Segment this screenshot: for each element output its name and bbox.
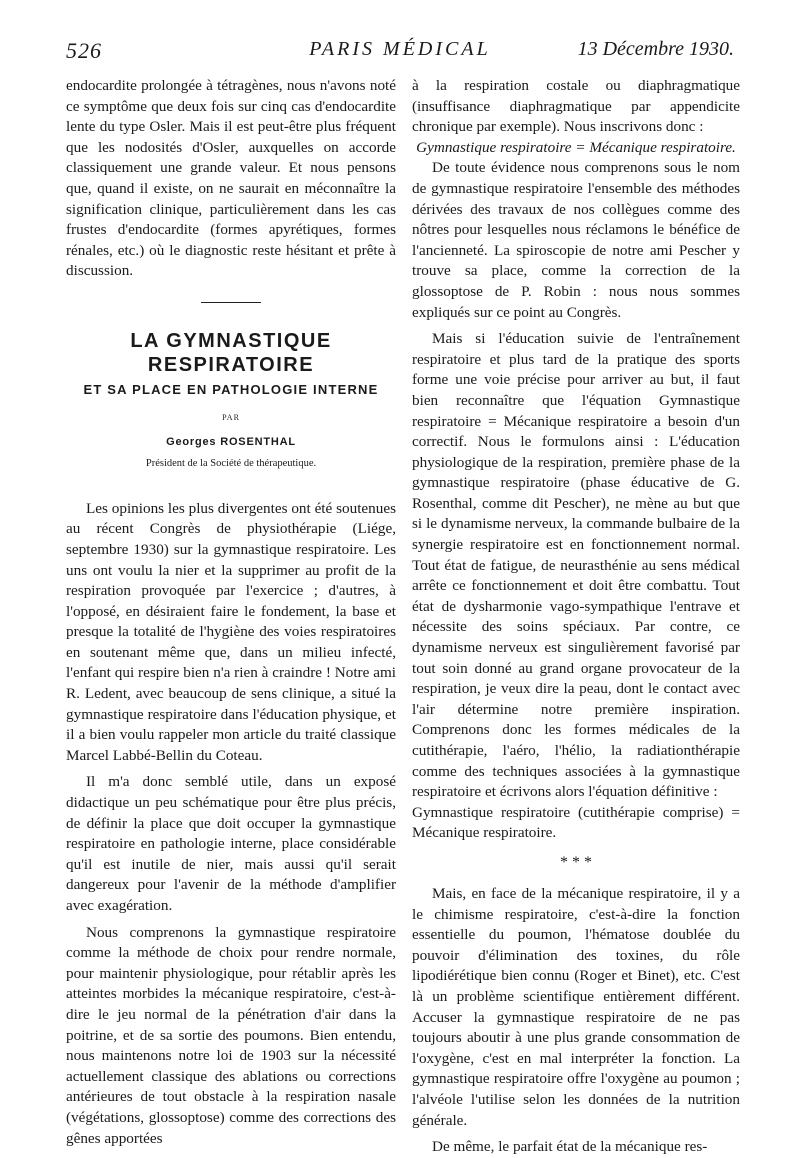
- journal-title: PARIS MÉDICAL: [309, 38, 491, 60]
- paragraph: De toute évidence nous comprenons sous le nom de gymnastique respiratoire l'ensemble des méthodes dérivées des travaux de nos collègues comme des nôtres pour lesquelles nous réclamons le bénéfice de l'ancienneté. La spiroscopie de notre ami Pescher y trouve sa place, comme la correction de la glossoptose de P. Robin : nous nous sommes expliqués sur ce point au Congrès.: [412, 159, 740, 321]
- section-divider: [201, 302, 261, 303]
- equation: Gymnastique respiratoire = Mécanique respiratoire.: [416, 138, 736, 156]
- left-column: [66, 76, 396, 1149]
- paragraph: à la respiration costale ou diaphragmatique (insuffisance diaphragmatique par appendicite chronique par exemple). Nous inscrivons donc :: [412, 77, 740, 136]
- page-number: 526: [66, 38, 102, 63]
- equation: Gymnastique respiratoire (cutithérapie comprise) = Mécanique respiratoire.: [412, 803, 740, 842]
- paragraph: Mais si l'éducation suivie de l'entraînement respiratoire et plus tard de la pratique des sports forme une voie précise pour arriver au but, il faut bien reconnaître que l'équation Gymnastique respiratoire = Mécanique respiratoire a besoin d'un correctif. Nous le formulons ainsi : L'éducation physiologique de la respiration, première phase de la gymnastique respiratoire (phase éducative de G. Rosenthal, comme dit Pescher), ne mène au but que si le dynamisme nerveux, la commande bulbaire de la synergie respiratoire est en fonctionnement normal. Tout état de fatigue, de neurasthénie au sens médical arrête ce fonctionnement et doit être combattu. Tout état de dysharmonie vago-sympathique l'entrave et nécessite des soins spéciaux. Par contre, ce dynamisme nerveux est singulièrement favorisé par tout soin donné au grand organe provocateur de la respiration, je veux dire la peau, dont le contact avec l'air détermine notre première inspiration. Comprenons donc les formes médicales de la cutithérapie, l'aéro, l'hélio, la radiationthérapie comme des techniques associées à la gymnastique respiratoire et écrivons alors l'équation définitive :: [412, 330, 740, 801]
- author-name: Georges ROSENTHAL: [166, 435, 296, 448]
- article-subtitle: ET SA PLACE EN PATHOLOGIE INTERNE: [83, 381, 379, 397]
- paragraph: Mais, en face de la mécanique respiratoire, il y a le chimisme respiratoire, c'est-à-dire la fonction essentielle du poumon, l'hématose doublée du pouvoir d'élimination des toxines, du rôle lipodiérétique bien connu (Roger et Binet), etc. C'est là un problème scientifique entièrement différent. Accuser la gymnastique respiratoire de ne pas toujours aboutir à une plus grande consommation de l'oxygène, c'est en mal interpréter la fonction. La gymnastique respiratoire offre l'oxygène au poumon ; l'alvéole l'utilise selon les données de la nutrition générale.: [412, 884, 740, 1129]
- byline-par: PAR: [222, 412, 240, 422]
- paragraph: Il m'a donc semblé utile, dans un exposé didactique un peu schématique pour être plus précis, de définir la place que doit occuper la gymnastique respiratoire en pathologie interne, place considérable qu'il est inutile de nier, mais aussi qu'il serait dangereux pour l'avenir de la méthode d'amplifier avec exagération.: [66, 773, 396, 914]
- issue-date: 13 Décembre 1930.: [577, 38, 734, 60]
- paragraph: endocardite prolongée à tétragènes, nous n'avons noté ce symptôme que deux fois sur cinq cas d'endocardite lente du type Osler. Mais il est peut-être plus fréquent que les nodosités d'Osler, auxquelles on accorde classiquement une grande valeur. Et nous pensons que, quand il existe, on ne saurait en méconnaître la signification clinique, particulièrement dans les cas frustes d'endocardite (formes apyrétiques, formes rénales, etc.) où le diagnostic reste hésitant et prête à discussion.: [66, 77, 396, 280]
- paragraph: De même, le parfait état de la mécanique res-: [432, 1138, 708, 1156]
- paragraph: Les opinions les plus divergentes ont été soutenues au récent Congrès de physiothérapie (Liége, septembre 1930) sur la gymnastique respiratoire. Les uns ont voulu la nier et la supprimer au profit de la respiration provoquée par l'exercice ; d'autres, à l'opposé, en désiraient faire le fondement, la base et presque la totalité de l'hygiène des voies respiratoires en soutenant même que, dans un milieu infecté, l'enfant qui respire bien n'a rien à craindre ! Notre ami R. Ledent, avec beaucoup de sens clinique, a situé la gymnastique respiratoire dans l'éducation physique, et il a bien voulu rappeler mon article du traité classique Marcel Labbé-Bellin du Coteau.: [66, 499, 396, 764]
- paragraph: Nous comprenons la gymnastique respiratoire comme la méthode de choix pour rendre normale, pour maintenir physiologique, pour rétablir après les atteintes morbides la mécanique respiratoire, c'est-à-dire le jeu normal de la pénétration d'air dans la poitrine, et de sa sortie des poumons. Bien entendu, nous maintenons notre loi de 1903 sur la nécessité actuellement classique des ablations ou corrections antérieures de tout obstacle à la respiration nasale (végétations, glossoptose) comme des corrections des gênes apportées: [66, 923, 396, 1147]
- right-column: [412, 76, 740, 1158]
- running-header: [66, 38, 734, 72]
- article-title: LA GYMNASTIQUE RESPIRATOIRE: [130, 329, 332, 376]
- author-affiliation: Président de la Société de thérapeutique.: [145, 458, 317, 470]
- section-separator-asterisks: * * *: [560, 853, 592, 871]
